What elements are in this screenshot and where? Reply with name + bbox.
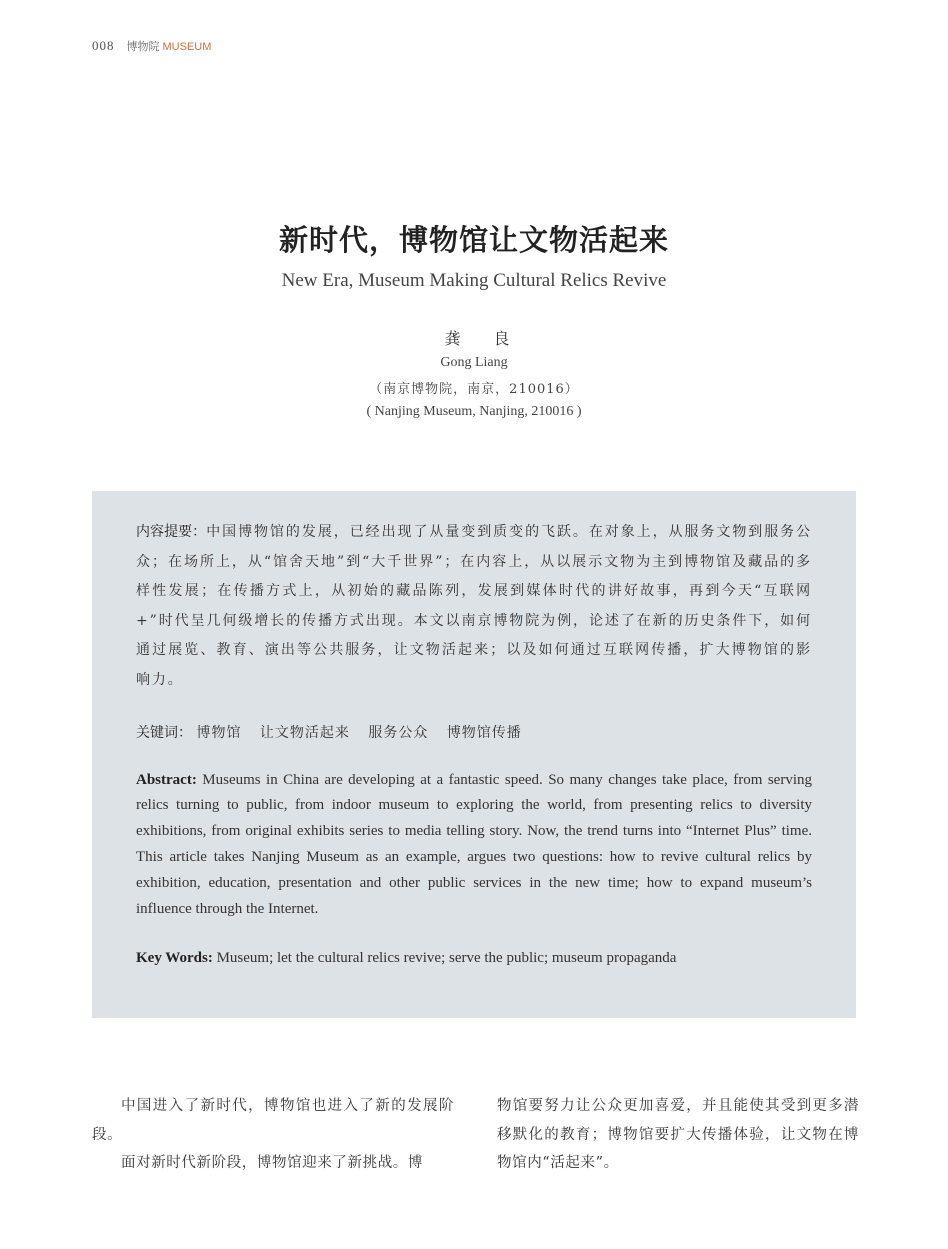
abstract-en-label: Abstract: [136, 771, 197, 788]
abstract-cn-label: 内容提要： [136, 524, 207, 540]
keywords-en [136, 950, 812, 967]
body-paragraph: 物馆要努力让公众更加喜爱，并且能使其受到更多潜移默化的教育；博物馆要扩大传播体验，让文物在博物馆内“活起来”。 [497, 1098, 859, 1171]
affiliation-cn: （南京博物院，南京，210016） [369, 382, 579, 397]
keyword-cn: 博物馆传播 [446, 724, 522, 741]
abstract-en-text: Museums in China are developing at a fantastic speed. So many changes take place, from serving relics turning to public, from indoor museum to exploring the world, from presenting relics to diversity exhibitions, from original exhibits series to media telling story. Now, the trend turns into “Internet Plus” time. This article takes Nanjing Museum as an example, argues two questions: how to revive cultural relics by exhibition, education, presentation and other public services in the new time; how to expand museum’s influence through the Internet. [136, 771, 812, 917]
body-column-right [497, 1092, 859, 1178]
journal-name-en: MUSEUM [162, 41, 212, 53]
abstract-cn [136, 518, 812, 696]
body-paragraph: 中国进入了新时代，博物馆也进入了新的发展阶段。 [92, 1098, 454, 1143]
page-number: 008 [92, 38, 115, 53]
author-name-en: Gong Liang [440, 355, 508, 370]
abstract-en [136, 768, 812, 923]
keywords-cn-label: 关键词： [136, 724, 192, 741]
author-name-cn: 龚 良 [444, 329, 524, 348]
affiliation-en: ( Nanjing Museum, Nanjing, 210016 ) [366, 404, 582, 419]
keywords-cn [136, 722, 812, 742]
abstract-box [92, 491, 856, 1018]
keyword-cn: 让文物活起来 [259, 724, 350, 741]
body-column-left [92, 1092, 454, 1178]
running-header [92, 38, 211, 54]
keyword-cn: 博物馆 [196, 724, 242, 741]
article-title-en: New Era, Museum Making Cultural Relics Revive [281, 270, 667, 291]
abstract-cn-text: 中国博物馆的发展，已经出现了从量变到质变的飞跃。在对象上，从服务文物到服务公众；在场所上，从“馆舍天地”到“大千世界”；在内容上，从以展示文物为主到博物馆及藏品的多样性发展；在传播方式上，从初始的藏品陈列，发展到媒体时代的讲好故事，再到今天“互联网+”时代呈几何级增长的传播方式出现。本文以南京博物院为例，论述了在新的历史条件下，如何通过展览、教育、演出等公共服务，让文物活起来；以及如何通过互联网传播，扩大博物馆的影响力。 [136, 524, 812, 688]
keyword-cn: 服务公众 [368, 724, 429, 741]
article-title-cn: 新时代，博物馆让文物活起来 [278, 223, 669, 257]
keywords-en-text: Museum; let the cultural relics revive; serve the public; museum propaganda [216, 950, 677, 967]
body-paragraph: 面对新时代新阶段，博物馆迎来了新挑战。博 [121, 1155, 423, 1171]
keywords-en-label: Key Words: [136, 950, 213, 967]
journal-name-cn: 博物院 [126, 40, 160, 53]
